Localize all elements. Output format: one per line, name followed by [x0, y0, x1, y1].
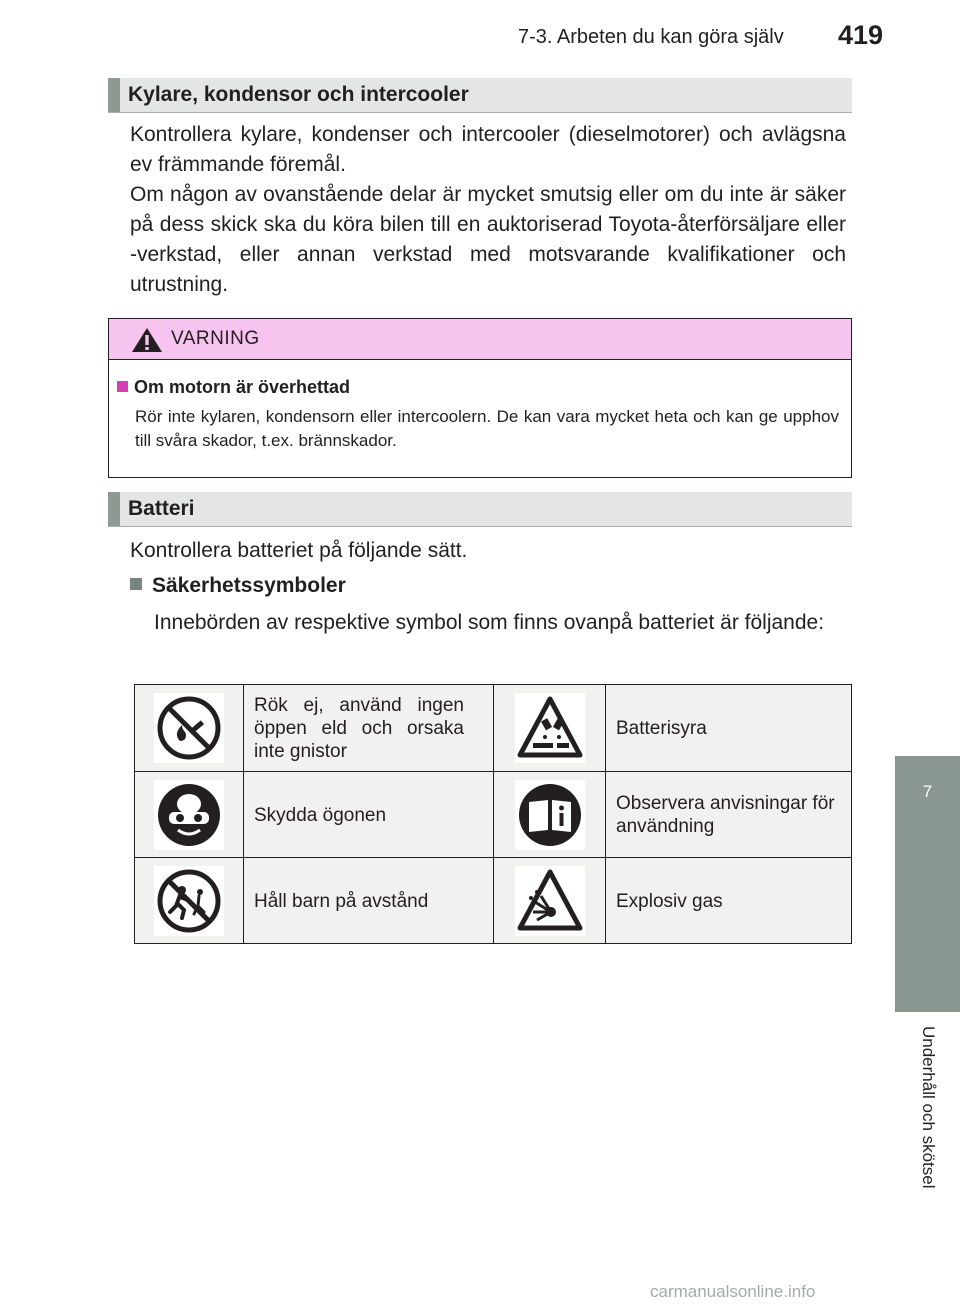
warning-header: [109, 319, 851, 360]
symbol-description: [605, 772, 852, 858]
section-heading-battery: [108, 492, 852, 527]
eye-protection-icon: [156, 782, 222, 848]
symbol-cell: [135, 685, 243, 771]
symbol-description-text: Explosiv gas: [616, 890, 723, 912]
paragraph: Kontrollera kylare, kondenser och intercooler (dieselmotorer) och avlägsna ev främmande föremål.: [130, 123, 846, 176]
warning-box: [108, 318, 852, 478]
instructions-book-icon: [517, 782, 583, 848]
table-row: [135, 771, 851, 858]
symbol-description: [243, 685, 494, 771]
square-bullet-icon: [117, 381, 128, 392]
section-heading-bar: [108, 492, 120, 526]
symbol-description-text: Rök ej, använd ingen öppen eld och orsaka inte gnistor: [254, 694, 464, 762]
symbol-description: [243, 858, 494, 944]
header-section-title: 7-3. Arbeten du kan göra själv: [518, 26, 784, 48]
table-row: [135, 857, 851, 944]
explosive-gas-icon: [517, 868, 583, 934]
section-cooler-body: [130, 120, 846, 300]
symbol-description-text: Skydda ögonen: [254, 804, 387, 826]
battery-intro: Kontrollera batteriet på följande sätt.: [130, 539, 468, 562]
keep-children-away-icon: [156, 868, 222, 934]
symbol-cell: [135, 772, 243, 858]
battery-acid-icon: [517, 695, 583, 761]
table-row: [135, 685, 851, 771]
symbol-cell: [135, 858, 243, 944]
symbol-description: [605, 858, 852, 944]
symbol-cell: [493, 772, 606, 858]
chapter-title: Underhåll och skötsel: [919, 1026, 938, 1189]
safety-symbols-text: Innebörden av respektive symbol som finns ovanpå batteriet är följande:: [154, 611, 825, 634]
page-number: 419: [838, 20, 884, 50]
chapter-number: 7: [922, 782, 933, 801]
chapter-tab: [895, 756, 960, 1012]
section-heading-label: Batteri: [128, 497, 195, 520]
warning-label: VARNING: [171, 328, 260, 349]
safety-symbol-table: [134, 684, 852, 944]
watermark: carmanualsonline.info: [650, 1282, 816, 1301]
symbol-description-text: Batterisyra: [616, 717, 707, 739]
symbol-description: [243, 772, 494, 858]
section-heading-bar: [108, 78, 120, 112]
section-heading-label: Kylare, kondensor och intercooler: [128, 83, 469, 106]
symbol-description-text: Håll barn på avstånd: [254, 890, 429, 912]
square-bullet-icon: [130, 578, 142, 590]
symbol-description: [605, 685, 852, 771]
no-smoking-icon: [156, 695, 222, 761]
paragraph: Om någon av ovanstående delar är mycket smutsig eller om du inte är säker på dess skick ska du köra bilen till en auktoriserad Toyota-återförsäljare eller -verkstad, eller annan verkstad med motsvarande kvalifikationer och utrustning.: [130, 183, 846, 296]
symbol-description-text: Observera anvisningar för användning: [616, 793, 835, 837]
safety-symbols-subheading-text: Säkerhetssymboler: [152, 574, 346, 597]
symbol-cell: [493, 685, 606, 771]
warning-subheading: [117, 377, 350, 398]
symbol-cell: [493, 858, 606, 944]
warning-subheading-text: Om motorn är överhettad: [134, 377, 351, 397]
warning-triangle-icon: [131, 327, 163, 353]
warning-text: Rör inte kylaren, kondensorn eller intercoolern. De kan vara mycket heta och kan ge upphov till svåra skador, t.ex. brännskador.: [135, 407, 839, 450]
section-heading-cooler: [108, 78, 852, 113]
safety-symbols-subheading: [130, 574, 346, 598]
